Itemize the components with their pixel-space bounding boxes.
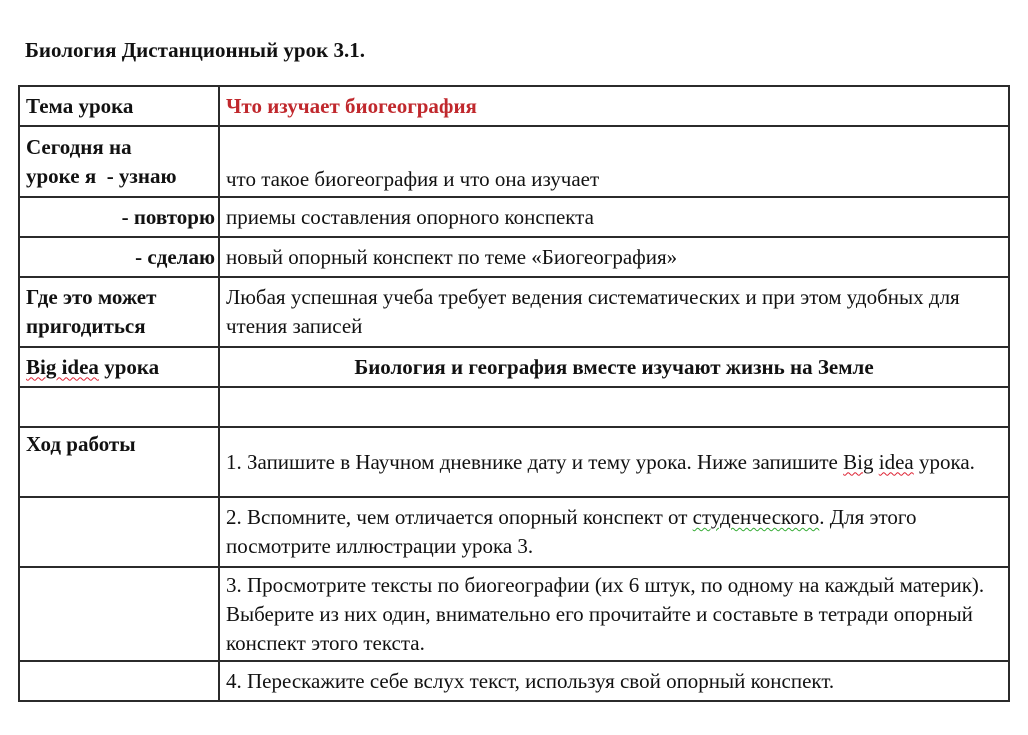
label-today-learn [19,126,219,197]
document-title: Биология Дистанционный урок 3.1. [25,38,365,62]
value-topic: Что изучает биогеография [219,86,1009,126]
table-row [19,197,1009,237]
table-row [19,567,1009,661]
table-row [19,277,1009,347]
lesson-table [18,85,1010,702]
step2-text-c: . Для этого посмотрите иллюстрации урока 3. [226,505,917,558]
value-big-idea: Биология и география вместе изучают жизнь на Земле [219,347,1009,387]
label-step-4-empty [19,661,219,701]
step1-big: Big [843,449,874,474]
table-row [19,387,1009,427]
label-big-idea [19,347,219,387]
label-empty [19,387,219,427]
value-repeat: приемы составления опорного конспекта [219,197,1009,237]
step1-idea: idea [878,449,914,474]
label-topic: Тема урока [19,86,219,126]
label-step-2-empty [19,497,219,567]
table-row [19,497,1009,567]
value-step-3: 3. Просмотрите тексты по биогеографии (их 6 штук, по одному на каждый материк). Выберите из них один, внимательно его прочитайте и составьте в тетради опорный конспект этого текста. [219,567,1009,661]
value-where-useful: Любая успешная учеба требует ведения систематических и при этом удобных для чтения записей [219,277,1009,347]
table-row [19,661,1009,701]
label-do: - сделаю [19,237,219,277]
label-where-useful [19,277,219,347]
table-row [19,237,1009,277]
label-today-line2: уроке я - узнаю [26,163,177,188]
big-idea-rest: урока [98,354,160,379]
step2-underlined: студенческого [692,505,820,529]
value-step-1 [219,427,1009,497]
value-today-learn: что такое биогеография и что она изучает [219,126,1009,197]
label-today-line1: Сегодня на [26,134,132,159]
step1-text-a: 1. Запишите в Научном дневнике дату и тему урока. Ниже запишите [226,449,844,474]
table-row [19,427,1009,497]
label-where-line1: Где это может [26,285,157,309]
value-do: новый опорный конспект по теме «Биогеография» [219,237,1009,277]
step1-text-d: урока. [913,449,975,474]
table-row [19,86,1009,126]
table-row [19,347,1009,387]
step2-text-a: 2. Вспомните, чем отличается опорный конспект от [226,505,693,529]
value-empty [219,387,1009,427]
value-step-4: 4. Перескажите себе вслух текст, используя свой опорный конспект. [219,661,1009,701]
label-workflow: Ход работы [19,427,219,497]
big-idea-word: Big idea [26,354,99,379]
label-where-line2: пригодиться [26,314,146,338]
value-step-2 [219,497,1009,567]
label-step-3-empty [19,567,219,661]
label-repeat: - повторю [19,197,219,237]
table-row [19,126,1009,197]
